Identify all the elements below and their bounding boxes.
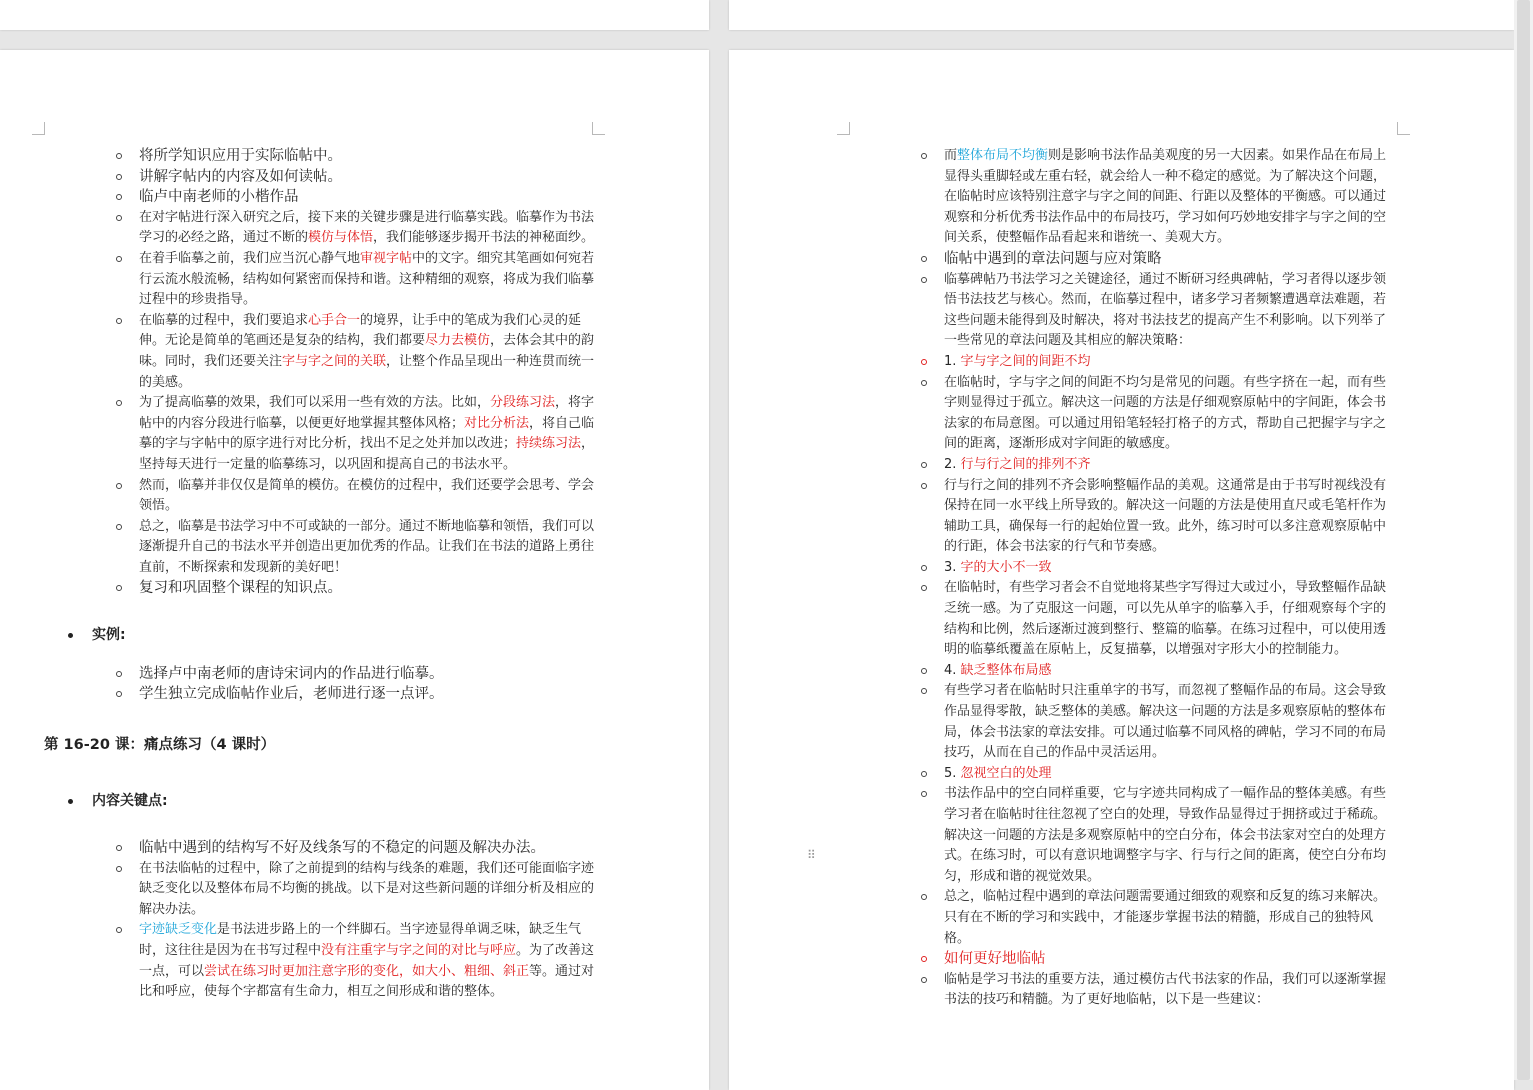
highlighted-text: 持续练习法 xyxy=(516,436,582,452)
list-item xyxy=(110,311,595,393)
list-item-text: ，将自己临摹的字与字帖中的原字进行对比分析，找出不足之处并加以改进； xyxy=(139,415,595,452)
highlighted-text: 如何更好地临帖 xyxy=(944,951,1046,968)
scrollbar-thumb[interactable] xyxy=(1517,0,1530,1080)
highlighted-text: 尽力去模仿 xyxy=(425,333,491,349)
list-item xyxy=(110,167,595,188)
list-item-text: 在临摹的过程中，我们要追求 xyxy=(139,312,309,328)
list-item-text: 中的文字。细究其笔画如何宛若行云流水般流畅，结构如何紧密而保持和谐。这种精细的观察，将成为我们临摹过程中的珍贵指导。 xyxy=(139,250,595,308)
list-item xyxy=(110,517,595,579)
list-item-text: 临帖中遇到的章法问题与应对策略 xyxy=(944,250,1162,267)
list-item-text: ，将字帖中的内容分段进行临摹，以便更好地掌握其整体风格； xyxy=(139,395,595,431)
list-item-text: 行与行之间的排列不齐会影响整幅作品的美观。这通常是由于书写时视线没有保持在同一水平线上所导致的。解决这一问题的方法是使用直尺或毛笔杆作为辅助工具，确保每一行的起始位置一致。此外，练习时可以多注意观察原帖中的行距，体会书法家的行气和节奏感。 xyxy=(944,477,1387,555)
lesson-heading: 第 16-20 课：痛点练习（4 课时） xyxy=(44,736,276,753)
list-item xyxy=(110,838,595,859)
list-item xyxy=(915,352,1397,373)
list-item xyxy=(915,455,1397,476)
list-item xyxy=(110,393,595,475)
list-item xyxy=(110,146,595,167)
list-item xyxy=(110,187,595,208)
example-heading xyxy=(92,625,595,646)
drag-handle-icon[interactable]: ⠿ xyxy=(807,848,815,862)
list-item xyxy=(915,784,1397,887)
list-item-text: 讲解字帖内的内容及如何读帖。 xyxy=(139,168,342,185)
list-item xyxy=(915,970,1397,1011)
list-item xyxy=(110,664,595,685)
list-item-text: 则是影响书法作品美观度的另一大因素。如果作品在布局上显得头重脚轻或左重右轻，就会给人一种不稳定的感觉。为了解决这个问题，在临帖时应该特别注意字与字之间的间距、行距以及整体的平衡感。可以通过观察和分析优秀书法作品中的布局技巧，学习如何巧妙地安排字与字之间的空间关系，使整幅作品看起来和谐统一、美观大方。 xyxy=(944,148,1387,246)
list-item-text: 是书法进步路上的一个绊脚石。当字迹显得单调乏味，缺乏生气时，这往往是因为在书写过程中 xyxy=(139,922,582,958)
list-item-text: 而 xyxy=(944,148,958,163)
list-item-text: 总之，临摹是书法学习中不可或缺的一部分。通过不断地临摹和领悟，我们可以逐渐提升自己的书法水平并创造出更加优秀的作品。让我们在书法的道路上勇往直前，不断探索和发现新的美好吧！ xyxy=(139,518,595,575)
list-item-text: 然而，临摹并非仅仅是简单的模仿。在模仿的过程中，我们还要学会思考、学会领悟。 xyxy=(139,477,595,514)
list-item-text: ，让整个作品呈现出一种连贯而统一的美感。 xyxy=(139,353,595,390)
list-item xyxy=(915,661,1397,682)
bullet-list xyxy=(915,146,1397,1011)
list-item-text: 4. xyxy=(944,662,961,678)
left-page-body xyxy=(44,146,595,1003)
highlighted-text: 字的大小不一致 xyxy=(960,559,1052,575)
right-page-body xyxy=(915,146,1397,1011)
highlighted-text: 审视字帖 xyxy=(360,250,413,266)
bullet-list xyxy=(110,146,595,599)
list-item xyxy=(915,146,1397,249)
list-item xyxy=(110,208,595,249)
highlighted-text: 字迹缺乏变化 xyxy=(139,922,218,938)
list-item xyxy=(110,684,595,705)
list-item xyxy=(110,920,595,1002)
list-item-text: 复习和巩固整个课程的知识点。 xyxy=(139,580,342,597)
example-label: 实例: xyxy=(92,627,126,644)
key-points-heading xyxy=(92,791,595,812)
list-item-text: 临卢中南老师的小楷作品 xyxy=(139,189,299,206)
highlighted-text: 分段练习法 xyxy=(490,395,556,411)
list-item xyxy=(915,558,1397,579)
list-item-text: 在临帖时，有些学习者会不自觉地将某些字写得过大或过小，导致整幅作品缺乏统一感。为了克服这一问题，可以先从单字的临摹入手，仔细观察每个字的结构和比例，然后逐渐过渡到整行、整篇的临摹。在练习过程中，可以使用透明的临摹纸覆盖在原帖上，反复描摹，以增强对字形大小的控制能力。 xyxy=(944,580,1387,658)
list-item xyxy=(915,270,1397,352)
list-item xyxy=(110,476,595,517)
highlighted-text: 对比分析法 xyxy=(464,415,530,431)
highlighted-text: 没有注重字与字之间的对比与呼应 xyxy=(321,943,517,958)
list-item-text: ，去体会其中的韵味。同时，我们还要关注 xyxy=(139,333,595,369)
list-item-text: 临帖是学习书法的重要方法，通过模仿古代书法家的作品，我们可以逐渐掌握书法的技巧和精髓。为了更好地临帖，以下是一些建议： xyxy=(944,971,1387,1008)
list-item xyxy=(915,887,1397,949)
list-item-text: 选择卢中南老师的唐诗宋词内的作品进行临摹。 xyxy=(139,665,444,682)
crop-mark xyxy=(1397,122,1410,135)
list-item xyxy=(915,681,1397,763)
list-item-text: 。为了改善这一点，可以 xyxy=(139,943,595,979)
highlighted-text: 字与字之间的间距不均 xyxy=(960,353,1091,369)
list-item xyxy=(915,373,1397,455)
document-page-right xyxy=(729,50,1514,1090)
bullet-list xyxy=(110,664,595,705)
key-points-label: 内容关键点: xyxy=(92,793,168,810)
list-item-text: ，坚持每天进行一定量的临摹练习，以巩固和提高自己的书法水平。 xyxy=(139,436,595,472)
bullet-dot xyxy=(68,799,73,804)
vertical-scrollbar[interactable] xyxy=(1514,0,1533,1080)
list-item-text: 2. xyxy=(944,456,961,472)
list-item-text: 在书法临帖的过程中，除了之前提到的结构与线条的难题，我们还可能面临字迹缺乏变化以及整体布局不均衡的挑战。以下是对这些新问题的详细分析及相应的解决办法。 xyxy=(139,860,595,917)
list-item-text: 3. xyxy=(944,559,961,575)
list-item xyxy=(915,476,1397,558)
list-item-text: 在临帖时，字与字之间的间距不均匀是常见的问题。有些字挤在一起，而有些字则显得过于孤立。解决这一问题的方法是仔细观察原帖中的字间距，体会书法家的布局意图。可以通过用铅笔轻轻打格子的方式，帮助自己把握字与字之间的距离，逐渐形成对字间距的敏感度。 xyxy=(944,374,1387,452)
crop-mark xyxy=(592,122,605,135)
list-item-text: 临帖中遇到的结构写不好及线条写的不稳定的问题及解决办法。 xyxy=(139,840,545,857)
highlighted-text: 模仿与体悟 xyxy=(308,230,374,246)
highlighted-text: 心手合一 xyxy=(308,312,361,328)
previous-page-right xyxy=(729,0,1514,30)
list-item-text: 临摹碑帖乃书法学习之关键途径，通过不断研习经典碑帖，学习者得以逐步领悟书法技艺与核心。然而，在临摹过程中，诸多学习者频繁遭遇章法难题，若这些问题未能得到及时解决，将对书法技艺的提高产生不利影响。以下列举了一些常见的章法问题及其相应的解决策略： xyxy=(944,271,1387,349)
list-item-text: 总之，临帖过程中遇到的章法问题需要通过细致的观察和反复的练习来解决。只有在不断的学习和实践中，才能逐步掌握书法的精髓，形成自己的独特风格。 xyxy=(944,889,1387,946)
bullet-dot xyxy=(68,633,73,638)
crop-mark xyxy=(837,122,850,135)
list-item-text: ，我们能够逐步揭开书法的神秘面纱。 xyxy=(373,230,595,246)
highlighted-text: 行与行之间的排列不齐 xyxy=(960,456,1091,472)
list-item xyxy=(110,249,595,311)
list-item-text: 有些学习者在临帖时只注重单字的书写，而忽视了整幅作品的布局。这会导致作品显得零散，缺乏整体的美感。解决这一问题的方法是多观察原帖的整体布局，体会书法家的章法安排。可以通过临摹不同风格的碑帖，学习不同的布局技巧，从而在自己的作品中灵活运用。 xyxy=(944,683,1387,761)
highlighted-text: 缺乏整体布局感 xyxy=(960,662,1052,678)
list-item xyxy=(110,578,595,599)
list-item-text: 将所学知识应用于实际临帖中。 xyxy=(139,148,342,164)
highlighted-text: 尝试在练习时更加注意字形的变化，如大小、粗细、斜正 xyxy=(204,963,530,979)
previous-page-left xyxy=(0,0,709,30)
highlighted-text: 忽视空白的处理 xyxy=(960,765,1052,781)
list-item-text: 的境界，让手中的笔成为我们心灵的延伸。无论是简单的笔画还是复杂的结构，我们都要 xyxy=(139,312,582,349)
list-item-text: 5. xyxy=(944,765,961,781)
list-item xyxy=(915,249,1397,270)
document-page-left xyxy=(0,50,709,1090)
list-item-text: 等。通过对比和呼应，使每个字都富有生命力，相互之间形成和谐的整体。 xyxy=(139,963,595,1000)
list-item xyxy=(915,949,1397,970)
bullet-list xyxy=(110,838,595,1003)
list-item-text: 学生独立完成临帖作业后，老师进行逐一点评。 xyxy=(139,686,444,703)
list-item-text: 1. xyxy=(944,353,961,369)
highlighted-text: 字与字之间的关联 xyxy=(282,353,387,369)
list-item xyxy=(915,764,1397,785)
list-item xyxy=(915,578,1397,660)
crop-mark xyxy=(32,122,45,135)
highlighted-text: 整体布局不均衡 xyxy=(957,148,1049,163)
list-item xyxy=(110,859,595,921)
list-item-text: 书法作品中的空白同样重要，它与字迹共同构成了一幅作品的整体美感。有些学习者在临帖时往往忽视了空白的处理，导致作品显得过于拥挤或过于稀疏。解决这一问题的方法是多观察原帖中的空白分布，体会书法家对空白的处理方式。在练习时，可以有意识地调整字与字、行与行之间的距离，使空白分布均匀，形成和谐的视觉效果。 xyxy=(944,786,1387,884)
list-item-text: 在着手临摹之前，我们应当沉心静气地 xyxy=(139,250,361,266)
list-item-text: 为了提高临摹的效果，我们可以采用一些有效的方法。比如， xyxy=(139,395,491,411)
list-item-text: 在对字帖进行深入研究之后，接下来的关键步骤是进行临摹实践。临摹作为书法学习的必经之路，通过不断的 xyxy=(139,209,595,246)
